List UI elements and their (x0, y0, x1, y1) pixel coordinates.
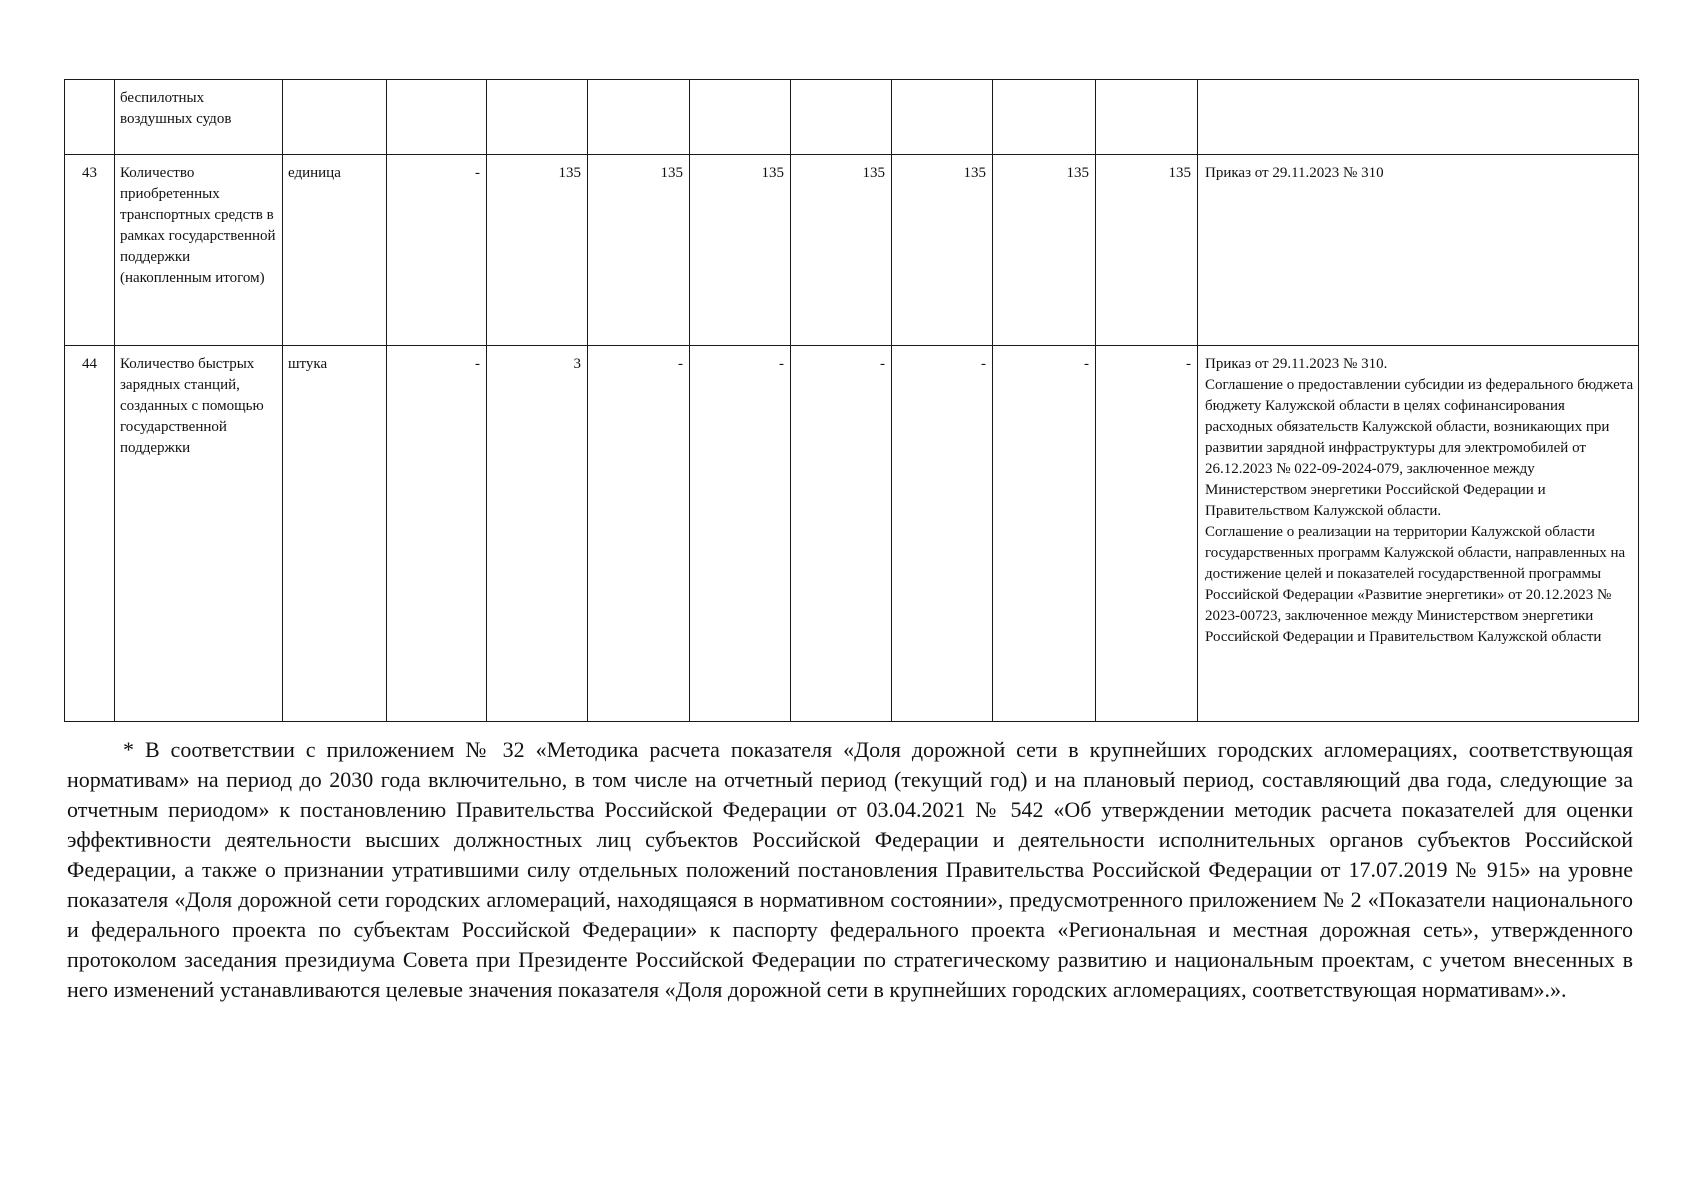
cell-value: - (387, 155, 487, 346)
indicators-table (64, 79, 1639, 722)
source-document: Соглашение о реализации на территории Калужской области государственных программ Калужской области, направленных на достижение целей и показателей государственной программы Российской Федерации «Развитие энергетики» от 20.12.2023 № 2023-00723, заключенное между Министерством энергетики Российской Федерации и Правительством Калужской области (1205, 524, 1626, 645)
cell-source (1198, 346, 1639, 722)
cell-value: 135 (993, 155, 1096, 346)
cell-value: 135 (1096, 155, 1198, 346)
cell-value: - (791, 346, 892, 722)
cell-unit (283, 80, 387, 155)
cell-value (791, 80, 892, 155)
cell-value (892, 80, 993, 155)
cell-value (1096, 80, 1198, 155)
cell-unit: штука (283, 346, 387, 722)
cell-value: 135 (892, 155, 993, 346)
table-row-continued (65, 80, 1639, 155)
cell-value (588, 80, 690, 155)
source-document: Приказ от 29.11.2023 № 310 (1205, 165, 1384, 181)
cell-value (387, 80, 487, 155)
table-row (65, 346, 1639, 722)
cell-value: 135 (690, 155, 791, 346)
footnote-text: * В соответствии с приложением № 32 «Методика расчета показателя «Доля дорожной сети в крупнейших городских агломерациях, соответствующая нормативам» на период до 2030 года включительно, в том числе на отчетный период (текущий год) и на плановый период, составляющий два года, следующие за отчетным периодом» к постановлению Правительства Российской Федерации от 03.04.2021 № 542 «Об утверждении методик расчета показателей для оценки эффективности деятельности высших должностных лиц субъектов Российской Федерации и деятельности исполнительных органов субъектов Российской Федерации, а также о признании утратившими силу отдельных положений постановления Правительства Российской Федерации от 17.07.2019 № 915» на уровне показателя «Доля дорожной сети городских агломераций, находящаяся в нормативном состоянии», предусмотренного приложением № 2 «Показатели национального и федерального проекта по субъектам Российской Федерации» к паспорту федерального проекта «Региональная и местная дорожная сеть», утвержденного протоколом заседания президиума Совета при Президенте Российской Федерации по стратегическому развитию и национальным проектам, с учетом внесенных в него изменений устанавливаются целевые значения показателя «Доля дорожной сети в крупнейших городских агломерациях, соответствующая нормативам».». (67, 737, 1633, 1002)
cell-value: - (993, 346, 1096, 722)
cell-indicator-name: беспилотных воздушных судов (115, 80, 283, 155)
cell-source (1198, 80, 1639, 155)
cell-source (1198, 155, 1639, 346)
cell-indicator-name: Количество приобретенных транспортных средств в рамках государственной поддержки (накопленным итогом) (115, 155, 283, 346)
cell-value (487, 80, 588, 155)
cell-indicator-name: Количество быстрых зарядных станций, созданных с помощью государственной поддержки (115, 346, 283, 722)
cell-value (690, 80, 791, 155)
table-row (65, 155, 1639, 346)
cell-no: 43 (65, 155, 115, 346)
cell-value: - (690, 346, 791, 722)
cell-value: - (1096, 346, 1198, 722)
cell-value: 135 (791, 155, 892, 346)
cell-value (993, 80, 1096, 155)
source-document: Приказ от 29.11.2023 № 310. (1205, 356, 1388, 372)
cell-unit: единица (283, 155, 387, 346)
cell-value: - (892, 346, 993, 722)
cell-value: 3 (487, 346, 588, 722)
source-document: Соглашение о предоставлении субсидии из федерального бюджета бюджету Калужской области в целях софинансирования расходных обязательств Калужской области, возникающих при развитии зарядной инфраструктуры для электромобилей от 26.12.2023 № 022-09-2024-079, заключенное между Министерством энергетики Российской Федерации и Правительством Калужской области. (1205, 377, 1634, 519)
cell-value: - (588, 346, 690, 722)
cell-value: 135 (487, 155, 588, 346)
cell-value: 135 (588, 155, 690, 346)
cell-no (65, 80, 115, 155)
cell-no: 44 (65, 346, 115, 722)
cell-value: - (387, 346, 487, 722)
